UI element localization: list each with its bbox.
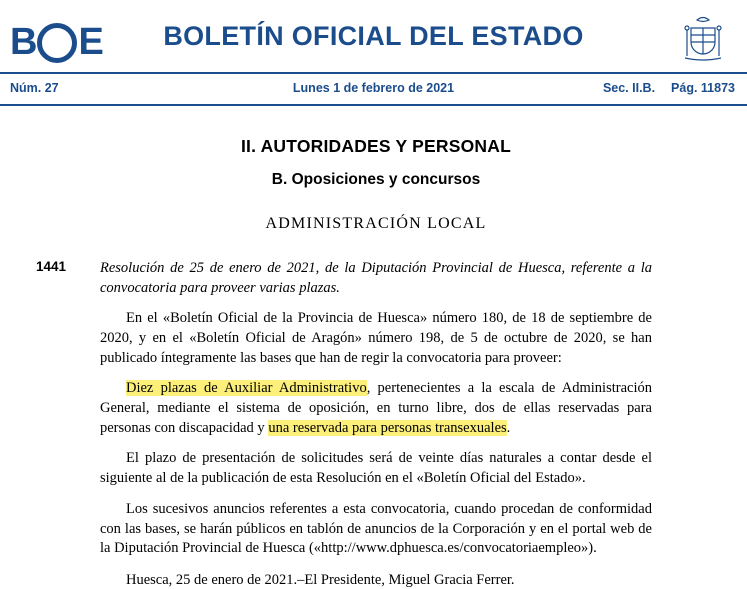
masthead [0, 0, 747, 74]
paragraph-1: En el «Boletín Oficial de la Provincia de Huesca» número 180, de 18 de septiembre de 2020, y en el «Boletín Oficial de Aragón» número 198, de 5 de octubre de 2020, se han publicado íntegramente las bases que han de regir la convocatoria para proveer: [100, 310, 652, 366]
signature-line: Huesca, 25 de enero de 2021.–El Presidente, Miguel Gracia Ferrer. [126, 572, 515, 589]
highlight-transexuales: una reservada para personas transexuales [268, 419, 507, 436]
section-label: Sec. II.B. [602, 81, 656, 95]
boe-logo-letters: B E [10, 21, 103, 63]
entry-number: 1441 [36, 259, 67, 274]
document-content [0, 136, 747, 589]
paragraph-2-middle: , pertenecientes a la escala de Administración General, mediante el sistema de oposición, en turno libre, dos de ellas reservadas para personas con discapacidad y [100, 380, 652, 436]
issue-infobar [0, 74, 747, 106]
subsection-heading: B. Oposiciones y concursos [271, 171, 481, 188]
paragraph-2-end: . [506, 419, 511, 436]
highlight-plazas: Diez plazas de Auxiliar Administrativo [126, 380, 367, 397]
document-entry [36, 259, 652, 298]
page-title: BOLETÍN OFICIAL DEL ESTADO [163, 20, 584, 51]
paragraph-2 [100, 379, 652, 438]
section-heading: II. AUTORIDADES Y PERSONAL [240, 136, 511, 156]
page-label: Pág. 11873 [671, 81, 735, 95]
issue-number: Núm. 27 [10, 81, 59, 95]
paragraph-4: Los sucesivos anuncios referentes a esta convocatoria, cuando procedan de conformidad con las bases, se harán públicos en tablón de anuncios de la Corporación y en el portal web de la Diputación Provincial de Huesca («http://www.dphuesca.es/convocatoriaempleo»). [100, 500, 652, 557]
organization-heading: ADMINISTRACIÓN LOCAL [265, 215, 487, 232]
boe-logo [10, 22, 103, 62]
spanish-coat-of-arms-icon [677, 14, 729, 62]
issue-date: Lunes 1 de febrero de 2021 [292, 81, 455, 95]
boe-logo-o-icon [37, 23, 77, 63]
entry-title: Resolución de 25 de enero de 2021, de la Diputación Provincial de Huesca, referente a la convocatoria para proveer varias plazas. [100, 260, 652, 296]
paragraph-3: El plazo de presentación de solicitudes será de veinte días naturales a contar desde el siguiente al de la publicación de esta Resolución en el «Boletín Oficial del Estado». [100, 450, 652, 487]
issue-locator [603, 81, 735, 95]
